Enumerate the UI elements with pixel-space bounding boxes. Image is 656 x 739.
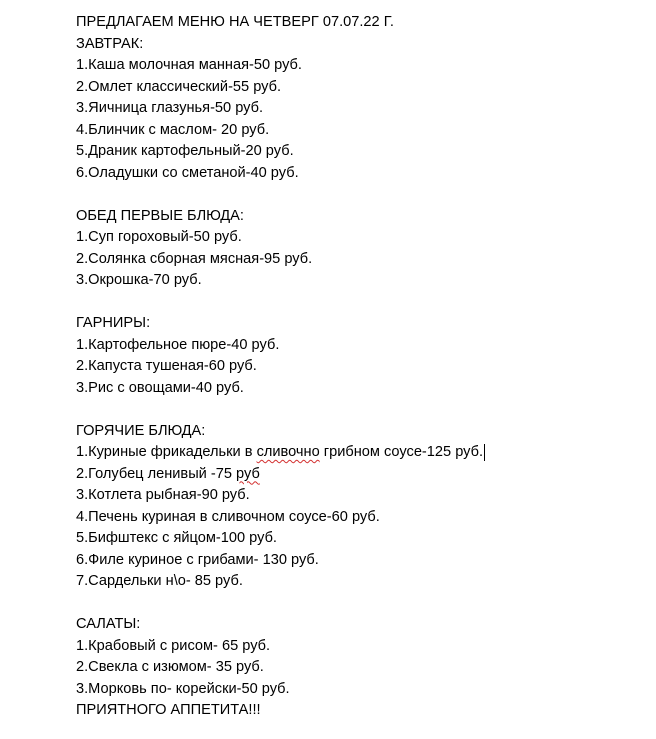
blank-line <box>76 184 646 206</box>
breakfast-item: 6.Оладушки со сметаной-40 руб. <box>76 164 299 181</box>
hot-dish-item: 6.Филе куриное с грибами- 130 руб. <box>76 551 319 568</box>
breakfast-item: 4.Блинчик с маслом- 20 руб. <box>76 121 270 138</box>
salad-item: 1.Крабовый с рисом- 65 руб. <box>76 637 271 654</box>
spellcheck-flagged-word[interactable]: сливочно <box>256 444 320 460</box>
hot-dish-item-text: 2.Голубец ленивый -75 <box>76 465 237 482</box>
hot-dish-item <box>76 464 646 486</box>
breakfast-item: 2.Омлет классический-55 руб. <box>76 78 282 95</box>
hot-dish-item-text: 1.Куриные фрикадельки в <box>76 444 257 460</box>
salad-item: 2.Свекла с изюмом- 35 руб. <box>76 659 264 675</box>
garnish-item: 2.Капуста тушеная-60 руб. <box>76 358 257 374</box>
salads-heading: САЛАТЫ: <box>76 616 141 632</box>
first-course-item: 2.Солянка сборная мясная-95 руб. <box>76 250 313 267</box>
breakfast-item: 1.Каша молочная манная-50 руб. <box>76 57 302 73</box>
menu-title: ПРЕДЛАГАЕМ МЕНЮ НА ЧЕТВЕРГ 07.07.22 Г. <box>76 14 394 30</box>
closing-line: ПРИЯТНОГО АППЕТИТА!!! <box>76 702 261 718</box>
garnish-item: 3.Рис с овощами-40 руб. <box>76 379 244 396</box>
hot-dish-item: 3.Котлета рыбная-90 руб. <box>76 487 250 503</box>
spellcheck-flagged-word[interactable]: руб <box>236 465 260 482</box>
blank-line <box>76 593 646 615</box>
document-body[interactable] <box>76 12 646 722</box>
blank-line <box>76 399 646 421</box>
first-courses-heading: ОБЕД ПЕРВЫЕ БЛЮДА: <box>76 207 244 224</box>
blank-line <box>76 292 646 314</box>
breakfast-item: 3.Яичница глазунья-50 руб. <box>76 100 264 116</box>
hot-dish-item-text: грибном соусе-125 руб. <box>319 444 484 460</box>
salad-item: 3.Морковь по- корейски-50 руб. <box>76 680 290 697</box>
breakfast-heading: ЗАВТРАК: <box>76 35 144 52</box>
garnish-item: 1.Картофельное пюре-40 руб. <box>76 336 280 353</box>
breakfast-item: 5.Драник картофельный-20 руб. <box>76 143 294 159</box>
garnishes-heading: ГАРНИРЫ: <box>76 315 151 331</box>
hot-dishes-heading: ГОРЯЧИЕ БЛЮДА: <box>76 422 206 439</box>
hot-dish-item: 7.Сардельки н\о- 85 руб. <box>76 573 243 589</box>
hot-dish-item: 4.Печень куриная в сливочном соусе-60 руб. <box>76 508 380 525</box>
hot-dish-item <box>76 442 646 464</box>
first-course-item: 3.Окрошка-70 руб. <box>76 272 202 288</box>
first-course-item: 1.Суп гороховый-50 руб. <box>76 229 242 245</box>
text-cursor <box>484 444 485 461</box>
hot-dish-item: 5.Бифштекс с яйцом-100 руб. <box>76 530 277 546</box>
